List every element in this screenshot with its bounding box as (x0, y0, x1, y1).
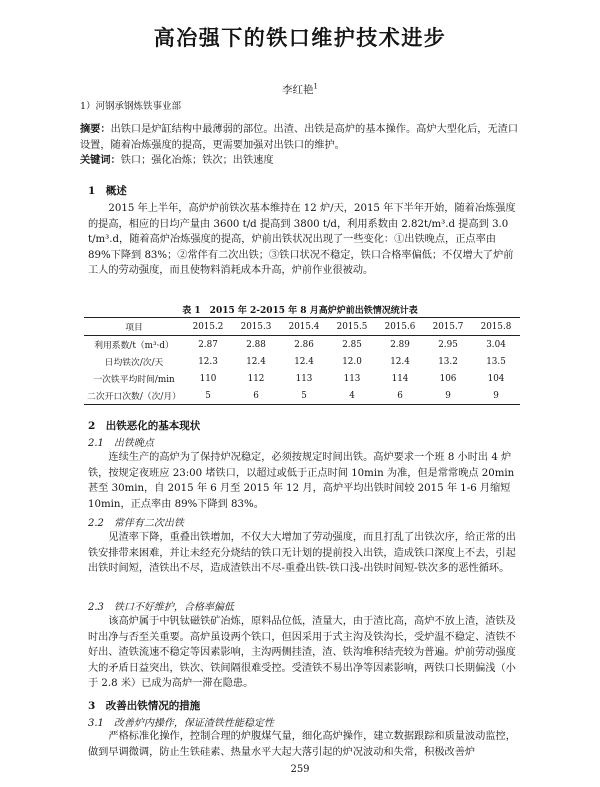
section-heading-1: 1 概述 (88, 185, 127, 197)
table-cell: 4 (349, 390, 355, 401)
table-cell: 13.5 (486, 356, 506, 367)
table-cell: 3.04 (486, 339, 506, 350)
table-row (84, 387, 520, 405)
table-cell: 9 (493, 390, 499, 401)
affiliation: 1）河钢承钢炼铁事业部 (80, 101, 182, 112)
section-1-paragraph: 2015 年上半年，高炉炉前铁次基本维持在 12 炉/天，2015 年下半年开始，随着冶炼强度的提高，相应的日均产量由 3600 t/d 提高到 3800 t/d，利用系数由 2.82t/m³.d 提高到 3.0 t/m³.d，随着高炉冶炼强度的提高，炉前出铁状况出现了一些变化：①出铁晚点，正点率由 89%下降到 83%；②常伴有二次出铁；③铁口状况不稳定，铁口合格率偏低；不仅增大了炉前工人的劳动强度，而且使物料消耗成本升高，炉前作业很被动。 (88, 203, 516, 276)
keywords (80, 153, 520, 169)
table-header-cell: 2015.4 (288, 321, 320, 332)
table-cell: 2.86 (294, 339, 314, 350)
table-cell: 114 (391, 373, 409, 384)
section-heading-2: 2 出铁恶化的基本现状 (88, 420, 201, 432)
table-cell: 二次开口次数/（次/月） (87, 392, 181, 402)
subsection-heading-2-1: 2.1 出铁晚点 (88, 438, 154, 449)
keywords-text: 铁口；强化冶炼；铁次；出铁速度 (120, 155, 274, 166)
table-cell: 利用系数/t（m³·d） (94, 341, 174, 351)
stats-table (84, 317, 520, 405)
table-cell: 12.3 (198, 356, 218, 367)
table-header-cell: 2015.3 (240, 321, 272, 332)
table-row (84, 353, 520, 370)
table-cell: 6 (253, 390, 259, 401)
table-cell: 9 (445, 390, 451, 401)
table-cell: 110 (199, 373, 217, 384)
table-cell: 5 (301, 390, 307, 401)
table-cell: 112 (247, 373, 265, 384)
table-cell: 日均铁次/次/天 (104, 358, 164, 368)
table-caption: 表 1 2015 年 2-2015 年 8 月高炉炉前出铁情况统计表 (182, 306, 418, 316)
author-name: 李红艳 (282, 84, 314, 96)
table-header-cell: 2015.6 (384, 321, 416, 332)
abstract-label: 摘要： (80, 123, 111, 135)
table-cell: 2.88 (246, 339, 266, 350)
subsection-2-3-paragraph: 该高炉属于中钒钛磁铁矿冶炼，原料品位低，渣量大，由于渣比高，高炉不放上渣，渣铁及时出净与否至关重要。高炉虽设两个铁口，但因采用于式主沟及铁沟长，受炉温不稳定、渣铁不好出、渣铁流速不稳定等因素影响，主沟两侧挂渣，渣、铁沟堆积结壳较为普遍。炉前劳动强度大的矛盾日益突出，铁次、铁间隔很难受控。受渣铁不易出净等因素影响，两铁口长期偏浅（小于 2.8 米）已成为高炉一滞在隐患。 (88, 616, 516, 689)
table-cell: 106 (439, 373, 457, 384)
subsection-2-1-paragraph: 连续生产的高炉为了保持炉况稳定，必须按规定时间出铁。高炉要求一个班 8 小时出 4 炉铁，按规定夜班应 23:00 堵铁口，以超过或低于正点时间 10min 为准，但是常常晚点 20min 甚至 30min，自 2015 年 6 月至 2015 年 12 月，高炉平均出铁时间较 2015 年 1-6 月缩短 10min，正点率由 89%下降到 83%。 (88, 452, 515, 510)
table-cell: 113 (343, 373, 361, 384)
subsection-heading-3-1: 3.1 改善炉内操作，保证渣铁性能稳定性 (88, 718, 274, 729)
subsection-heading-2-2: 2.2 常伴有二次出铁 (88, 518, 184, 529)
table-cell: 113 (295, 373, 313, 384)
table-cell: 12.4 (246, 356, 266, 367)
table-cell: 12.0 (342, 356, 362, 367)
subsection-3-1-paragraph: 严格标准化操作，控制合理的炉腹煤气量，细化高炉操作，建立数据跟踪和质量波动监控，做到早调微调，防止生铁硅素、热量水平大起大落引起的炉况波动和失常，积极改善炉 (88, 731, 516, 758)
author-line (0, 82, 600, 97)
subsection-2-2-paragraph: 见渣率下降，重叠出铁增加，不仅大大增加了劳动强度，而且打乱了出铁次序，给正常的出铁安排带来困难，并让未经充分烧结的铁口无计划的提前投入出铁，造成铁口深度上不去，引起出铁时间短，渣铁出不尽，造成渣铁出不尽-重叠出铁-铁口浅-出铁时间短-铁次多的恶性循环。 (88, 532, 516, 574)
table-cell: 12.4 (294, 356, 314, 367)
section-heading-3: 3 改善出铁情况的措施 (88, 700, 201, 712)
abstract-text: 出铁口是炉缸结构中最薄弱的部位。出渣、出铁是高炉的基本操作。高炉大型化后，无渣口设置，随着冶炼强度的提高，更需要加强对出铁口的维护。 (80, 124, 519, 151)
table-header-cell: 2015.8 (480, 321, 512, 332)
table-cell: 2.85 (342, 339, 362, 350)
table-cell: 6 (397, 390, 403, 401)
abstract (80, 122, 520, 153)
author-affiliation-mark: 1 (313, 82, 318, 91)
table-header-cell: 项目 (125, 323, 143, 333)
table-cell: 2.87 (198, 339, 218, 350)
table-cell: 13.2 (438, 356, 458, 367)
paper-title: 高冶强下的铁口维护技术进步 (153, 25, 447, 50)
page-number: 259 (290, 764, 310, 775)
table-header-cell: 2015.2 (192, 321, 224, 332)
table-cell: 104 (487, 373, 505, 384)
table-header-cell: 2015.5 (336, 321, 368, 332)
table-row (84, 370, 520, 387)
subsection-heading-2-3: 2.3 铁口不好维护，合格率偏低 (88, 602, 234, 613)
table-row (84, 336, 520, 354)
table-cell: 2.89 (390, 339, 410, 350)
table-cell: 一次铁平均时间/min (93, 375, 175, 385)
table-cell: 12.4 (390, 356, 410, 367)
table-cell: 5 (205, 390, 211, 401)
keywords-label: 关键词： (80, 154, 121, 166)
table-header-cell: 2015.7 (432, 321, 464, 332)
table-header-row (84, 318, 520, 336)
table-cell: 2.95 (438, 339, 458, 350)
